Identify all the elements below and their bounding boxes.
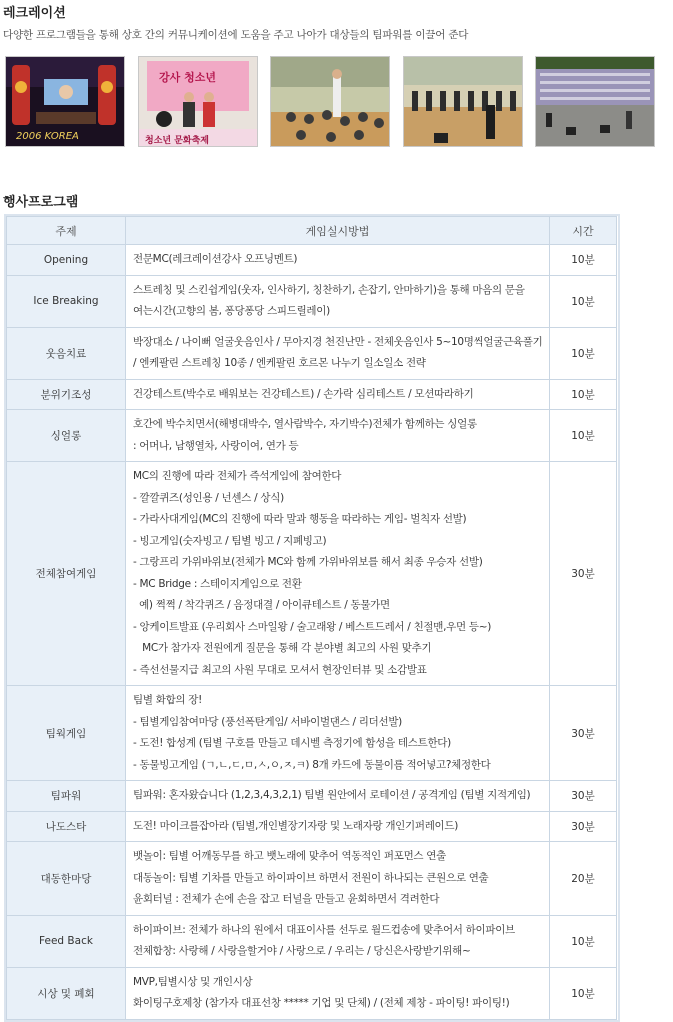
recreation-description: 다양한 프로그램들을 통해 상호 간의 커뮤니케이션에 도움을 주고 나아가 대상들의 팀파워를 이끌어 준다 bbox=[3, 29, 469, 41]
method-line: 박장대소 / 나이뻐 얼굴웃음인사 / 무아지경 천진난만 - 전체웃음인사 5~10명씩얼굴근육풀기 bbox=[133, 335, 543, 348]
row-topic: 전체참여게임 bbox=[7, 462, 126, 686]
table-row bbox=[7, 410, 617, 462]
photo-strip bbox=[5, 56, 660, 147]
row-topic: 대동한마당 bbox=[7, 842, 126, 916]
row-topic: 싱얼롱 bbox=[7, 410, 126, 462]
recreation-title: 레크레이션 bbox=[3, 6, 66, 21]
row-method bbox=[126, 410, 550, 462]
photo-banner-text: 강사 청소년 bbox=[159, 71, 216, 84]
row-method bbox=[126, 462, 550, 686]
method-line: MC의 진행에 따라 전체가 즉석게임에 참여한다 bbox=[133, 470, 342, 482]
row-time: 10분 bbox=[550, 245, 617, 276]
header-topic: 주제 bbox=[7, 217, 126, 245]
method-line: - 깔깔퀴즈(성인용 / 넌센스 / 상식) bbox=[133, 491, 284, 504]
table-row bbox=[7, 245, 617, 276]
row-method bbox=[126, 915, 550, 967]
row-method bbox=[126, 686, 550, 781]
row-time: 10분 bbox=[550, 967, 617, 1019]
row-time: 30분 bbox=[550, 686, 617, 781]
method-line: 건강테스트(박수로 배워보는 건강테스트) / 손가락 심리테스트 / 모션따라하기 bbox=[133, 387, 474, 400]
header-method: 게임실시방법 bbox=[126, 217, 550, 245]
row-method bbox=[126, 842, 550, 916]
row-topic: Feed Back bbox=[7, 915, 126, 967]
table-row bbox=[7, 967, 617, 1019]
method-line: : 어머나, 남행열차, 사랑이여, 연가 등 bbox=[133, 439, 299, 452]
row-time: 10분 bbox=[550, 327, 617, 379]
method-line: - 도전! 합성계 (팀별 구호를 만들고 데시벨 측정기에 함성을 테스트한다) bbox=[133, 737, 451, 749]
photo-stage-show bbox=[5, 56, 125, 147]
method-line: 호간에 박수치면서(해병대박수, 열사람박수, 자기박수)전체가 함께하는 싱얼롱 bbox=[133, 418, 477, 430]
method-line: 뱃놀이: 팀별 어깨동무를 하고 뱃노래에 맞추어 역동적인 퍼포먼스 연출 bbox=[133, 850, 446, 862]
row-time: 20분 bbox=[550, 842, 617, 916]
row-topic: 팀웍게임 bbox=[7, 686, 126, 781]
row-time: 10분 bbox=[550, 915, 617, 967]
method-line: MC가 참가자 전원에게 질문을 통해 각 분야별 최고의 사원 맞추기 bbox=[133, 642, 432, 654]
row-time: 10분 bbox=[550, 275, 617, 327]
method-line: 스트레칭 및 스킨쉽게임(웃자, 인사하기, 칭찬하기, 손잡기, 안마하기)을 통해 마음의 문을 bbox=[133, 283, 525, 296]
row-method bbox=[126, 967, 550, 1019]
method-line: - 동물빙고게임 (ㄱ,ㄴ,ㄷ,ㅁ,ㅅ,ㅇ,ㅈ,ㅋ) 8개 카드에 동물이름 적어넣고?체정한다 bbox=[133, 758, 491, 771]
method-line: MVP,팀별시상 및 개인시상 bbox=[133, 975, 253, 988]
row-topic: 팀파워 bbox=[7, 781, 126, 812]
table-header-row bbox=[7, 217, 617, 245]
photo-gym-crowd bbox=[270, 56, 390, 147]
method-line: - 가라사대게임(MC의 진행에 따라 말과 행동을 따라하는 게임- 벌칙자 선발) bbox=[133, 513, 467, 525]
row-method bbox=[126, 327, 550, 379]
method-line: 도전! 마이크를잡아라 (팀별,개인별장기자랑 및 노래자랑 개인기퍼레이드) bbox=[133, 819, 459, 832]
table-row bbox=[7, 915, 617, 967]
method-line: / 엔케팔린 스트레칭 10종 / 엔케팔린 호르몬 나누기 일소일소 전략 bbox=[133, 357, 426, 369]
method-line: 화이팅구호제창 (참가자 대표선창 ***** 기업 및 단체) / (전체 제창 - 파이팅! 파이팅!) bbox=[133, 997, 510, 1009]
table-row bbox=[7, 275, 617, 327]
table-row bbox=[7, 686, 617, 781]
row-time: 10분 bbox=[550, 410, 617, 462]
row-method bbox=[126, 811, 550, 842]
table-row bbox=[7, 842, 617, 916]
method-line: - 즉선선물지급 최고의 사원 무대로 모셔서 현장인터뷰 및 소감발표 bbox=[133, 663, 427, 676]
row-topic: 나도스타 bbox=[7, 811, 126, 842]
row-topic: 시상 및 폐회 bbox=[7, 967, 126, 1019]
row-time: 30분 bbox=[550, 781, 617, 812]
method-line: 예) 쩍쩍 / 착각퀴즈 / 음정대결 / 아이큐테스트 / 동물가면 bbox=[133, 599, 390, 611]
method-line: 하이파이브: 전체가 하나의 원에서 대표이사를 선두로 월드컵송에 맞추어서 하이파이브 bbox=[133, 923, 515, 936]
row-method bbox=[126, 781, 550, 812]
row-time: 30분 bbox=[550, 462, 617, 686]
method-line: 전체합창: 사랑해 / 사랑을할거야 / 사랑으로 / 우리는 / 당신은사랑받기위해~ bbox=[133, 945, 471, 957]
event-title: 행사프로그램 bbox=[3, 195, 79, 210]
row-method bbox=[126, 245, 550, 276]
method-line: 여는시간(고향의 봄, 퐁당퐁당 스피드릴레이) bbox=[133, 305, 330, 317]
table-row bbox=[7, 327, 617, 379]
row-time: 30분 bbox=[550, 811, 617, 842]
method-line: - MC Bridge : 스테이지게임으로 전환 bbox=[133, 577, 302, 590]
table-row bbox=[7, 379, 617, 410]
row-topic: Opening bbox=[7, 245, 126, 276]
header-time: 시간 bbox=[550, 217, 617, 245]
photo-gym-rows bbox=[403, 56, 523, 147]
method-line: 팀파워: 혼자왔습니다 (1,2,3,4,3,2,1) 팀별 원안에서 로테이션 / 공격게임 (팀별 지적게임) bbox=[133, 789, 531, 801]
table-row bbox=[7, 462, 617, 686]
table-row bbox=[7, 781, 617, 812]
row-method bbox=[126, 275, 550, 327]
method-line: 대동놀이: 팀별 기차를 만들고 하이파이브 하면서 전원이 하나되는 큰원으로 연출 bbox=[133, 871, 489, 884]
photo-banner-text-2: 청소년 문화축제 bbox=[145, 136, 209, 146]
row-method bbox=[126, 379, 550, 410]
method-line: - 그랑프리 가위바위보(전체가 MC와 함께 가위바위보를 해서 최종 우승자 선발) bbox=[133, 556, 483, 568]
row-time: 10분 bbox=[550, 379, 617, 410]
method-line: - 앙케이트발표 (우리회사 스마일왕 / 술고래왕 / 베스트드레서 / 친절맨,우먼 등~) bbox=[133, 620, 491, 633]
row-topic: Ice Breaking bbox=[7, 275, 126, 327]
method-line: 전문MC(레크레이션강사 오프닝멘트) bbox=[133, 253, 298, 265]
program-table bbox=[6, 216, 617, 1020]
method-line: 윤회터널 : 전체가 손에 손을 잡고 터널을 만들고 윤회하면서 격려한다 bbox=[133, 893, 440, 905]
row-topic: 분위기조성 bbox=[7, 379, 126, 410]
table-row bbox=[7, 811, 617, 842]
photo-caption: 2006 KOREA bbox=[16, 131, 79, 142]
method-line: 팀별 화합의 장! bbox=[133, 694, 203, 706]
row-topic: 웃음치료 bbox=[7, 327, 126, 379]
photo-stadium-crowd bbox=[535, 56, 655, 147]
method-line: - 빙고게임(숫자빙고 / 팀별 빙고 / 지폐빙고) bbox=[133, 534, 327, 547]
photo-youth-festival bbox=[138, 56, 258, 147]
method-line: - 팀별게임참여마당 (풍선폭탄게임/ 서바이벌댄스 / 리더선발) bbox=[133, 715, 402, 728]
